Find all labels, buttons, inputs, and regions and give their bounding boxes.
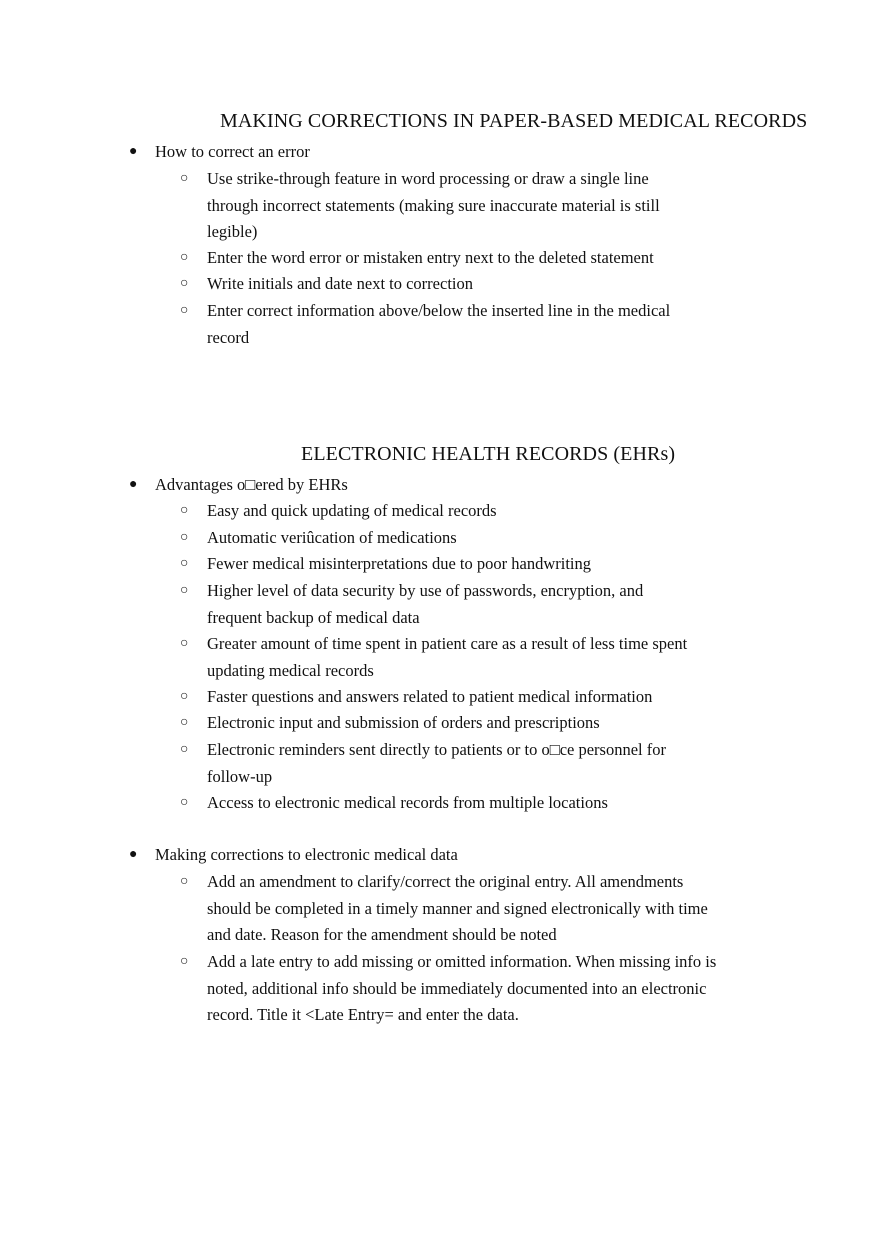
- bullet-dot-icon: ●: [129, 477, 138, 492]
- circle-bullet-icon: ○: [180, 250, 189, 265]
- circle-bullet-icon: ○: [180, 276, 189, 291]
- list-item-text: Access to electronic medical records from multiple locations: [207, 793, 608, 812]
- list-item-text: Use strike-through feature in word processing or draw a single line through incorrect statements (making sure inaccurate material is still legible): [207, 169, 660, 242]
- circle-bullet-icon: ○: [180, 556, 189, 571]
- list-item: [180, 631, 737, 684]
- list-item: [180, 298, 737, 351]
- bullet-advantages: [129, 472, 348, 499]
- list-item-text: Greater amount of time spent in patient care as a result of less time spent updating medical records: [207, 634, 688, 680]
- list-item-text: Faster questions and answers related to patient medical information: [207, 687, 653, 706]
- list-item: [180, 551, 737, 578]
- circle-bullet-icon: ○: [180, 742, 189, 757]
- circle-bullet-icon: ○: [180, 503, 189, 518]
- list-item-text: Electronic input and submission of orders and prescriptions: [207, 713, 600, 732]
- circle-bullet-icon: ○: [180, 689, 189, 704]
- list-item-text: Easy and quick updating of medical records: [207, 501, 497, 520]
- list-item: [180, 790, 737, 817]
- circle-bullet-icon: ○: [180, 795, 189, 810]
- circle-bullet-icon: ○: [180, 171, 189, 186]
- list-item: [180, 737, 737, 790]
- list-item: [180, 271, 737, 298]
- bullet-text: Advantages o□ered by EHRs: [155, 475, 348, 494]
- list-item: [180, 949, 737, 1029]
- circle-bullet-icon: ○: [180, 954, 189, 969]
- list-item: [180, 498, 737, 525]
- list-item-text: Write initials and date next to correction: [207, 274, 473, 293]
- list-item-text: Higher level of data security by use of passwords, encryption, and frequent backup of medical data: [207, 581, 644, 627]
- list-item: [180, 166, 737, 246]
- bullet-how-to-correct: [129, 139, 310, 166]
- section-title-ehr: ELECTRONIC HEALTH RECORDS (EHRs): [301, 443, 676, 465]
- circle-bullet-icon: ○: [180, 583, 189, 598]
- list-item: [180, 245, 737, 272]
- circle-bullet-icon: ○: [180, 715, 189, 730]
- list-item-text: Electronic reminders sent directly to patients or to o□ce personnel for follow-up: [207, 740, 666, 786]
- list-item-text: Add a late entry to add missing or omitted information. When missing info is noted, additional info should be immediately documented into an electronic record. Title it <Late Entry= and enter the data.: [207, 952, 717, 1025]
- circle-bullet-icon: ○: [180, 874, 189, 889]
- circle-bullet-icon: ○: [180, 636, 189, 651]
- list-item-text: Fewer medical misinterpretations due to poor handwriting: [207, 554, 591, 573]
- list-item-text: Enter correct information above/below the inserted line in the medical record: [207, 301, 671, 347]
- bullet-text: Making corrections to electronic medical data: [155, 845, 458, 864]
- list-item: [180, 684, 737, 711]
- list-item: [180, 869, 737, 949]
- bullet-making-corrections: [129, 842, 458, 869]
- list-item-text: Enter the word error or mistaken entry next to the deleted statement: [207, 248, 654, 267]
- bullet-text: How to correct an error: [155, 142, 310, 161]
- list-item-text: Automatic veriûcation of medications: [207, 528, 457, 547]
- bullet-dot-icon: ●: [129, 847, 138, 862]
- section-title-paper-corrections: MAKING CORRECTIONS IN PAPER-BASED MEDICAL RECORDS: [220, 110, 808, 132]
- list-item: [180, 578, 737, 631]
- circle-bullet-icon: ○: [180, 530, 189, 545]
- circle-bullet-icon: ○: [180, 303, 189, 318]
- list-item: [180, 710, 737, 737]
- list-item: [180, 525, 737, 552]
- list-item-text: Add an amendment to clarify/correct the original entry. All amendments should be completed in a timely manner and signed electronically with time and date. Reason for the amendment should be noted: [207, 872, 708, 945]
- bullet-dot-icon: ●: [129, 144, 138, 159]
